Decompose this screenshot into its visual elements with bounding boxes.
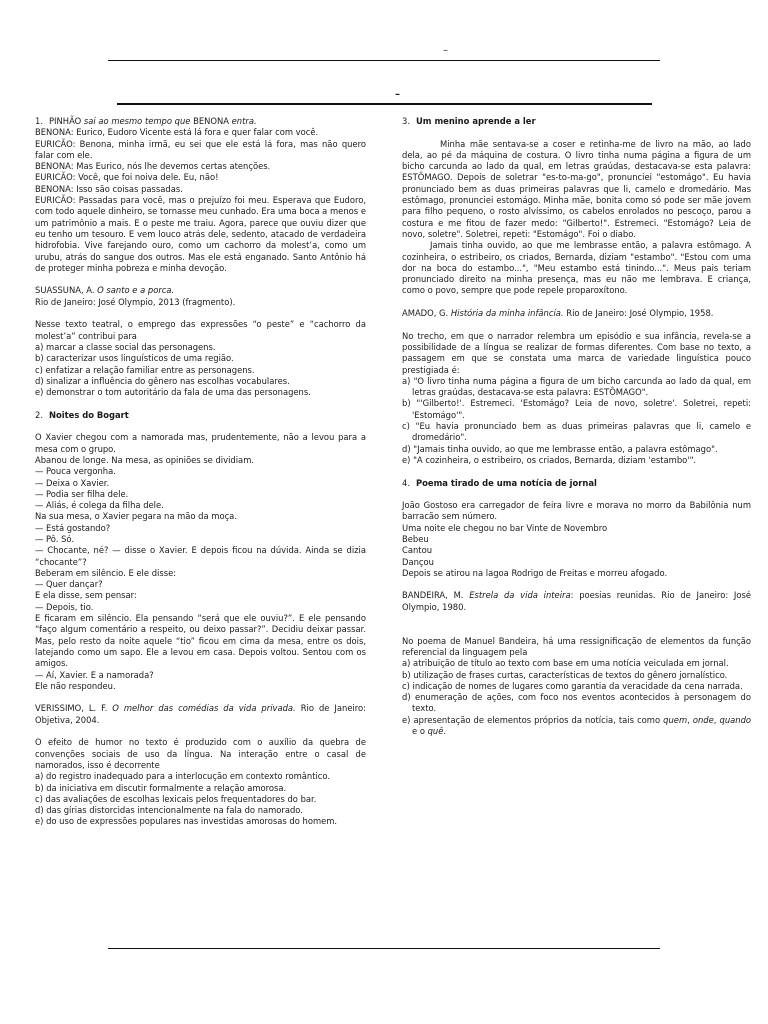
q3-source-publisher: Rio de Janeiro: José Olympio, 1958. — [563, 308, 714, 319]
q4-poem-line: Depois se atirou na lagoa Rodrigo de Freitas e morreu afogado. — [402, 567, 668, 578]
q2-line: — Aliás, é colega da filha dele. — [35, 500, 164, 511]
q3-option-a[interactable]: a) "O livro tinha numa página a figura de um bicho carcunda ao lado da qual, em letras graúdas, destacava-se esta palavra: ESTÔMAGO". — [402, 375, 751, 398]
q2-source-author: VERISSIMO, L. F. — [35, 703, 113, 714]
q1-line: EURICÃO: Você, que foi noiva dele. Eu, não! — [35, 172, 219, 183]
q1-line: EURICÃO: Passadas para você, mas o prejuízo foi meu. Esperava que Eudoro, com todo aquele dinheiro, se tornasse meu cunhado. Era uma boca a menos e um patrimônio a mais. E o peste me traiu. Agora, parece que ouviu dizer que eu tenho um tesouro. E vem louco atrás dele, sedento, atacado de verdadeira hidrofobia. Vive farejando ouro, como um cachorro da molest’a, como um urubu, atrás do sangue dos outros. Mas ele está enganado. Santo Antônio há de proteger minha pobreza e minha devoção. — [35, 195, 366, 273]
q3-title: Um menino aprende a ler — [416, 116, 536, 126]
q2-line: — Está gostando? — [35, 522, 111, 533]
header-rule-top — [108, 60, 660, 61]
question-1 — [35, 116, 366, 398]
q4-option-b[interactable]: b) utilização de frases curtas, características de textos do gênero jornalístico. — [402, 669, 728, 680]
q1-line: EURICÃO: Benona, minha irmã, eu sei que ele está lá fora, mas não quero falar com ele. — [35, 138, 366, 160]
q4-option-a[interactable]: a) atribuição de título ao texto com base em uma notícia veiculada em jornal. — [402, 658, 729, 669]
q2-line: Na sua mesa, o Xavier pegara na mão da moça. — [35, 511, 237, 522]
q3-paragraph-2: Jamais tinha ouvido, ao que me lembrasse então, a palavra estômago. A cozinheira, o estribeiro, os criados, Bernarda, diziam "estambo". "Estou com uma dor na boca do estambo...", "Meu estambo está tinindo...". Meus pais teriam pronunciado direito na minha presença, mas eu não me lembrava. E criança, como o povo, sempre que pode repele proparoxítono. — [402, 240, 751, 296]
question-3 — [402, 116, 751, 466]
q3-paragraph-1: Minha mãe sentava-se a coser e retinha-me de livro na mão, ao lado dela, ao pé da máquina de costura. O livro tinha numa página a figura de um bicho carcunda ao lado da qual, em letras graúdas, destacava-se esta palavra: ESTÔMAGO. Depois de soletrar "es-to-ma-go", pronunciei "estomágo". Eu havia pronunciado bem as duas primeiras palavras que li, camelo e dromedário. Mas estômago, pronunciei estomágo. Minha mãe, bonita como só pode ser mãe jovem para filho pequeno, o rosto alvíssimo, os cabelos enrolados no pescoço, parou a costura e me fitou de fazer medo: "Gilberto!". Estremeci. "Estomágo? Leia de novo, soletre". Soletrei, repeti: "Estomágo". Foi o diabo. — [402, 138, 751, 239]
right-column — [402, 116, 751, 737]
q4-option-e-sep: e o — [412, 726, 428, 737]
q1-source-title: O santo e a porca. — [97, 285, 175, 296]
q3-source — [402, 308, 751, 319]
q2-line: — Chocante, né? — disse o Xavier. E depois ficou na dúvida. Ainda se dizia “chocante”? — [35, 545, 366, 567]
q2-option-b[interactable]: b) da iniciativa em discutir formalmente a relação amorosa. — [35, 782, 287, 793]
q2-option-e[interactable]: e) do uso de expressões populares nas investidas amorosas do homem. — [35, 816, 338, 827]
q4-poem-line: Dançou — [402, 556, 434, 567]
header-rule-mid — [117, 103, 652, 105]
q3-option-d[interactable]: d) "Jamais tinha ouvido, ao que me lembrasse então, a palavra estômago". — [402, 443, 718, 454]
q2-line: — Pô. Só. — [35, 533, 75, 544]
q1-line: BENONA: Isso são coisas passadas. — [35, 183, 183, 194]
q2-line: Ele não respondeu. — [35, 680, 116, 691]
q4-option-e[interactable] — [402, 715, 751, 738]
q1-intro-italic: sai ao mesmo tempo que — [83, 116, 191, 126]
q2-title: Noites do Bogart — [49, 409, 129, 420]
q2-line: E ficaram em silêncio. Ela pensando “será que ele ouviu?”. E ele pensando “faço algum comentário a respeito, ou deixo passar?”. Decidiu deixar passar. Mas, pelo resto da noite aquele “tio” ficou em cima da mesa, entre os dois, latejando como um sapo. Ele a levou em casa. Depois voltou. Sentou com os amigos. — [35, 613, 366, 669]
q3-option-e[interactable]: e) "A cozinheira, o estribeiro, os criados, Bernarda, diziam 'estambo'". — [402, 454, 697, 465]
q2-line: Abanou de longe. Na mesa, as opiniões se dividiam. — [35, 454, 255, 465]
q2-line: Beberam em silêncio. E ele disse: — [35, 567, 177, 578]
q4-option-e-end: . — [443, 726, 447, 737]
q1-line: BENONA: Eurico, Eudoro Vicente está lá fora e quer falar com você. — [35, 127, 319, 138]
q2-source-title: O melhor das comédias da vida privada. — [112, 703, 296, 714]
q4-option-e-que: quê — [427, 726, 444, 737]
q2-line: — Deixa o Xavier. — [35, 477, 110, 488]
q2-line: — Aí, Xavier. E a namorada? — [35, 669, 154, 680]
q2-stem: O efeito de humor no texto é produzido com o auxílio da quebra de convenções sociais de uso da língua. Na interação entre o casal de namorados, isso é decorrente — [35, 737, 366, 770]
header-dash-mid: – — [395, 89, 400, 100]
q4-option-e-quando: quando — [719, 714, 752, 725]
q2-heading — [35, 410, 366, 421]
q3-option-c[interactable]: c) "Eu havia pronunciado bem as duas primeiras palavras que li, camelo e dromedário". — [402, 421, 751, 443]
q4-source-title: Estrela da vida inteira — [469, 590, 571, 601]
left-column — [35, 116, 366, 828]
q2-option-a[interactable]: a) do registro inadequado para a interlocução em contexto romântico. — [35, 771, 331, 782]
q1-option-d[interactable]: d) sinalizar a influência do gênero nas escolhas vocabulares. — [35, 375, 290, 386]
q2-line: — Depois, tio. — [35, 601, 94, 612]
q3-source-title: História da minha infância. — [450, 308, 564, 319]
q1-intro — [35, 116, 366, 127]
q1-option-b[interactable]: b) caracterizar usos linguísticos de uma região. — [35, 353, 234, 364]
header-dash-top: – — [443, 45, 448, 56]
footer-rule — [108, 948, 660, 949]
q3-heading — [402, 116, 751, 127]
q1-line: BENONA: Mas Eurico, nós lhe devemos certas atenções. — [35, 161, 271, 172]
q3-source-author: AMADO, G. — [402, 308, 451, 319]
q4-option-d[interactable]: d) enumeração de ações, com foco nos eventos acontecidos à personagem do texto. — [402, 692, 751, 714]
q2-number: 2. — [35, 409, 43, 420]
q2-source-publisher: Rio de Janeiro: Objetiva, 2004. — [35, 703, 366, 725]
q1-option-c[interactable]: c) enfatizar a relação familiar entre as personagens. — [35, 364, 255, 375]
q4-source-publisher: : poesias reunidas. Rio de Janeiro: José Olympio, 1980. — [402, 590, 751, 612]
q4-poem-line: Bebeu — [402, 533, 429, 544]
q2-line: E ela disse, sem pensar: — [35, 590, 137, 601]
q4-source-author: BANDEIRA, M. — [402, 590, 470, 601]
q4-option-e-sep: , — [713, 714, 720, 725]
q1-intro-mid: BENONA — [190, 116, 232, 126]
question-2 — [35, 410, 366, 828]
q2-option-d[interactable]: d) das gírias distorcidas intencionalmente na fala do namorado. — [35, 805, 303, 816]
q1-source — [35, 285, 366, 296]
q4-option-c[interactable]: c) indicação de nomes de lugares como garantia da veracidade da cena narrada. — [402, 680, 743, 691]
q3-option-b[interactable]: b) "'Gilberto!'. Estremeci. 'Estomágo? Leia de novo, soletre'. Soletrei, repeti: 'Estomágo'". — [402, 398, 751, 420]
q4-stem: No poema de Manuel Bandeira, há uma ressignificação de elementos da função referencial da linguagem pela — [402, 635, 751, 657]
q4-option-e-quem: quem — [663, 714, 688, 725]
q1-stem: Nesse texto teatral, o emprego das expressões “o peste” e “cachorro da molest’a” contribui para — [35, 319, 366, 341]
q4-option-e-onde: onde — [692, 714, 714, 725]
q2-source — [35, 703, 366, 726]
q4-source — [402, 590, 751, 613]
q2-line: O Xavier chegou com a namorada mas, prudentemente, não a levou para a mesa com o grupo. — [35, 432, 366, 454]
question-4 — [402, 478, 751, 738]
q4-title: Poema tirado de uma notícia de jornal — [416, 477, 597, 488]
q2-line: — Quer dançar? — [35, 579, 103, 590]
q4-option-e-sep: , — [687, 714, 693, 725]
q2-line: — Pouca vergonha. — [35, 466, 116, 477]
q4-option-e-text: e) apresentação de elementos próprios da notícia, tais como — [402, 714, 664, 725]
q1-source-publisher: Rio de Janeiro: José Olympio, 2013 (fragmento). — [35, 296, 236, 307]
q1-number: 1. — [35, 116, 43, 126]
q1-source-author: SUASSUNA, A. — [35, 285, 98, 296]
q4-number: 4. — [402, 477, 410, 488]
q4-poem-line: Uma noite ele chegou no bar Vinte de Novembro — [402, 522, 608, 533]
q1-option-a[interactable]: a) marcar a classe social das personagens. — [35, 341, 216, 352]
q4-heading — [402, 478, 751, 489]
q1-option-e[interactable]: e) demonstrar o tom autoritário da fala de uma das personagens. — [35, 387, 311, 398]
q2-line: — Podia ser filha dele. — [35, 488, 129, 499]
q4-poem-line: João Gostoso era carregador de feira livre e morava no morro da Babilônia num barracão sem número. — [402, 500, 751, 522]
q3-stem: No trecho, em que o narrador relembra um episódio e sua infância, revela-se a possibilidade de a língua se realizar de formas diferentes. Com base no texto, a passagem em que se constata uma marca de variedade linguística pouco prestigiada é: — [402, 330, 751, 375]
q1-intro-pre: PINHÃO — [49, 116, 84, 126]
q3-number: 3. — [402, 116, 410, 126]
q4-poem-line: Cantou — [402, 545, 433, 556]
q2-option-c[interactable]: c) das avaliações de escolhas lexicais pelos frequentadores do bar. — [35, 793, 317, 804]
q1-intro-italic2: entra. — [231, 116, 257, 126]
